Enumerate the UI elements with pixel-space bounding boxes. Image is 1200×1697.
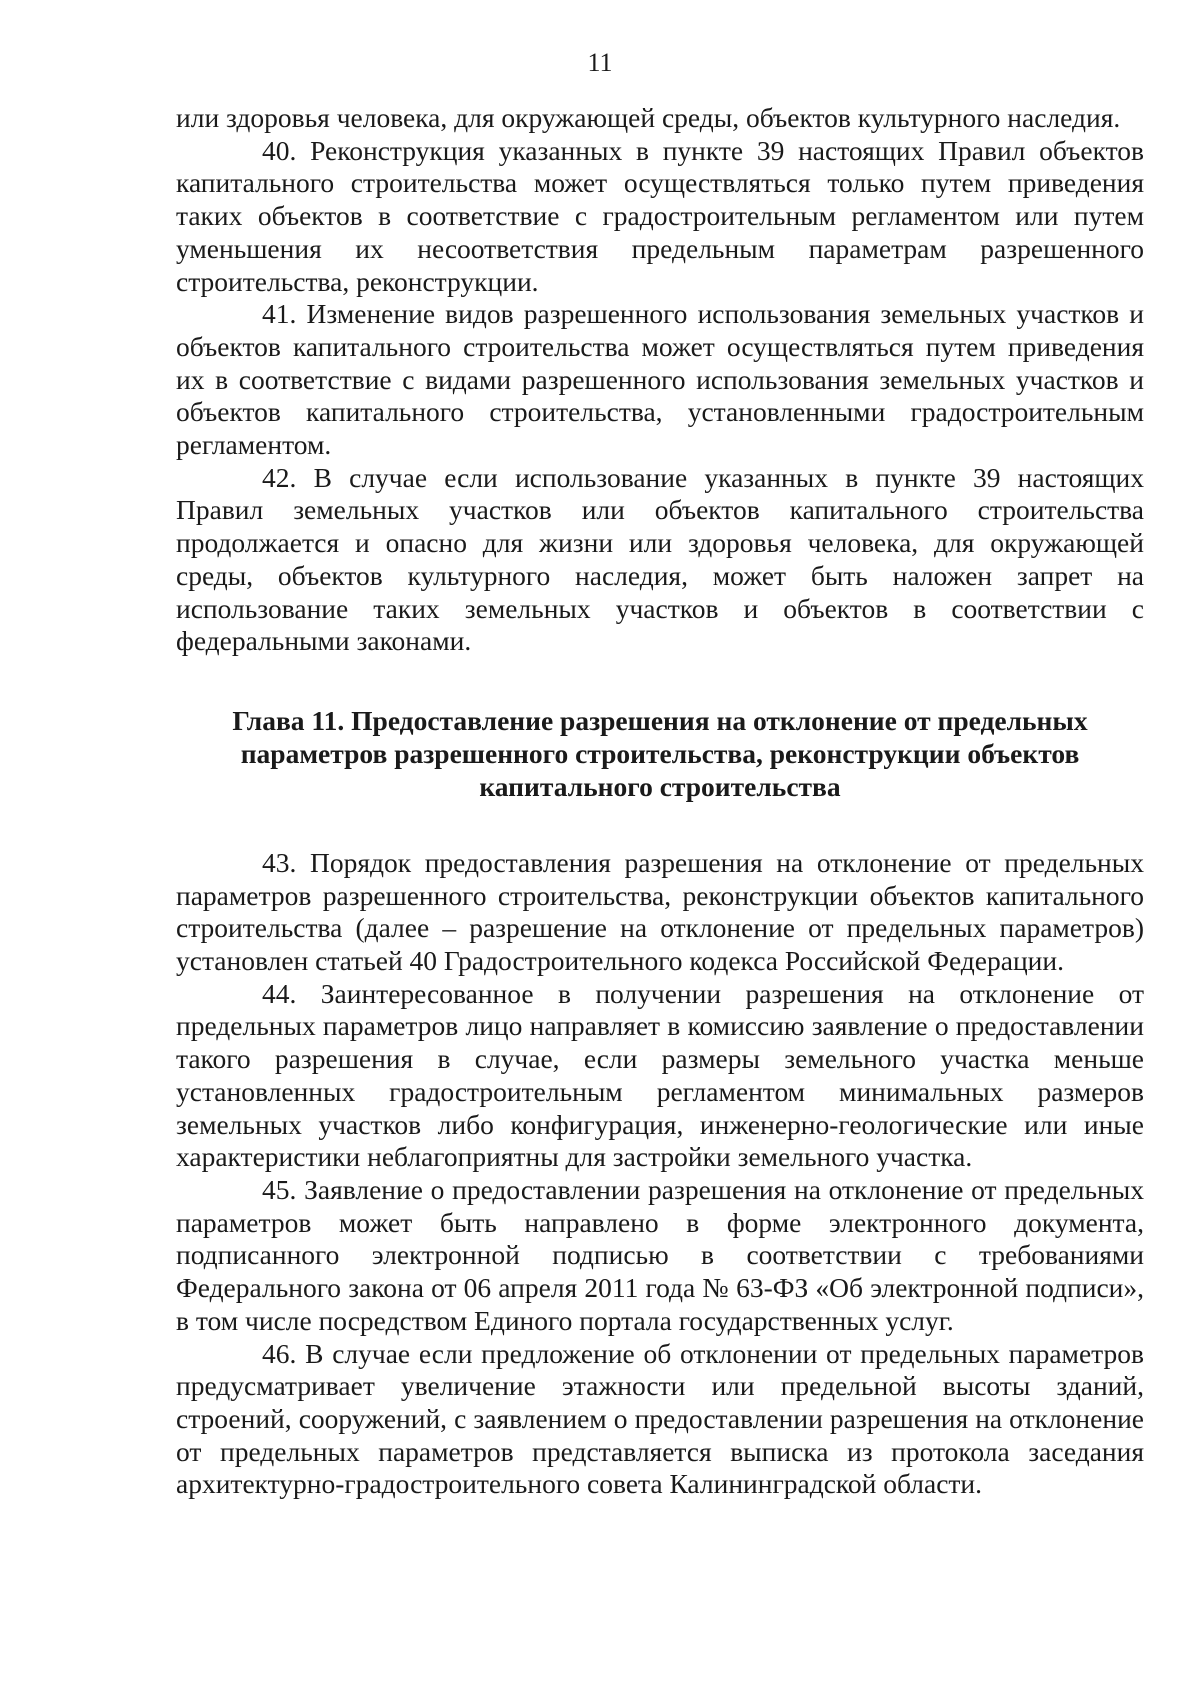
paragraph-44: 44. Заинтересованное в получении разрешения на отклонение от предельных параметров лицо направляет в комиссию заявление о предоставлении такого разрешения в случае, если размеры земельного участка меньше установленных градостроительным регламентом минимальных размеров земельных участков либо конфигурация, инженерно-геологические или иные характеристики неблагоприятны для застройки земельного участка. [176, 977, 1144, 1173]
document-body [176, 102, 1144, 1501]
paragraph-41: 41. Изменение видов разрешенного использования земельных участков и объектов капитального строительства может осуществляться путем приведения их в соответствие с видами разрешенного использования земельных участков и объектов капитального строительства, установленными градостроительным регламентом. [176, 298, 1144, 461]
paragraph-40: 40. Реконструкция указанных в пункте 39 настоящих Правил объектов капитального строительства может осуществляться только путем приведения таких объектов в соответствие с градостроительным регламентом или путем уменьшения их несоответствия предельным параметрам разрешенного строительства, реконструкции. [176, 134, 1144, 297]
page-number: 11 [587, 48, 613, 77]
chapter-heading: Глава 11. Предоставление разрешения на отклонение от предельных параметров разрешенного строительства, реконструкции объектов капитального строительства [232, 704, 1088, 802]
paragraph-continuation: или здоровья человека, для окружающей среды, объектов культурного наследия. [176, 102, 1121, 133]
paragraph-42: 42. В случае если использование указанных в пункте 39 настоящих Правил земельных участков или объектов капитального строительства продолжается и опасно для жизни или здоровья человека, для окружающей среды, объектов культурного наследия, может быть наложен запрет на использование таких земельных участков и объектов в соответствии с федеральными законами. [176, 461, 1144, 657]
paragraph-43: 43. Порядок предоставления разрешения на отклонение от предельных параметров разрешенного строительства, реконструкции объектов капитального строительства (далее – разрешение на отклонение от предельных параметров) установлен статьей 40 Градостроительного кодекса Российской Федерации. [176, 846, 1144, 977]
paragraph-46: 46. В случае если предложение об отклонении от предельных параметров предусматривает увеличение этажности или предельной высоты зданий, строений, сооружений, с заявлением о предоставлении разрешения на отклонение от предельных параметров представляется выписка из протокола заседания архитектурно-градостроительного совета Калининградской области. [176, 1337, 1144, 1500]
paragraph-45: 45. Заявление о предоставлении разрешения на отклонение от предельных параметров может быть направлено в форме электронного документа, подписанного электронной подписью в соответствии с требованиями Федерального закона от 06 апреля 2011 года № 63-ФЗ «Об электронной подписи», в том числе посредством Единого портала государственных услуг. [176, 1173, 1144, 1336]
